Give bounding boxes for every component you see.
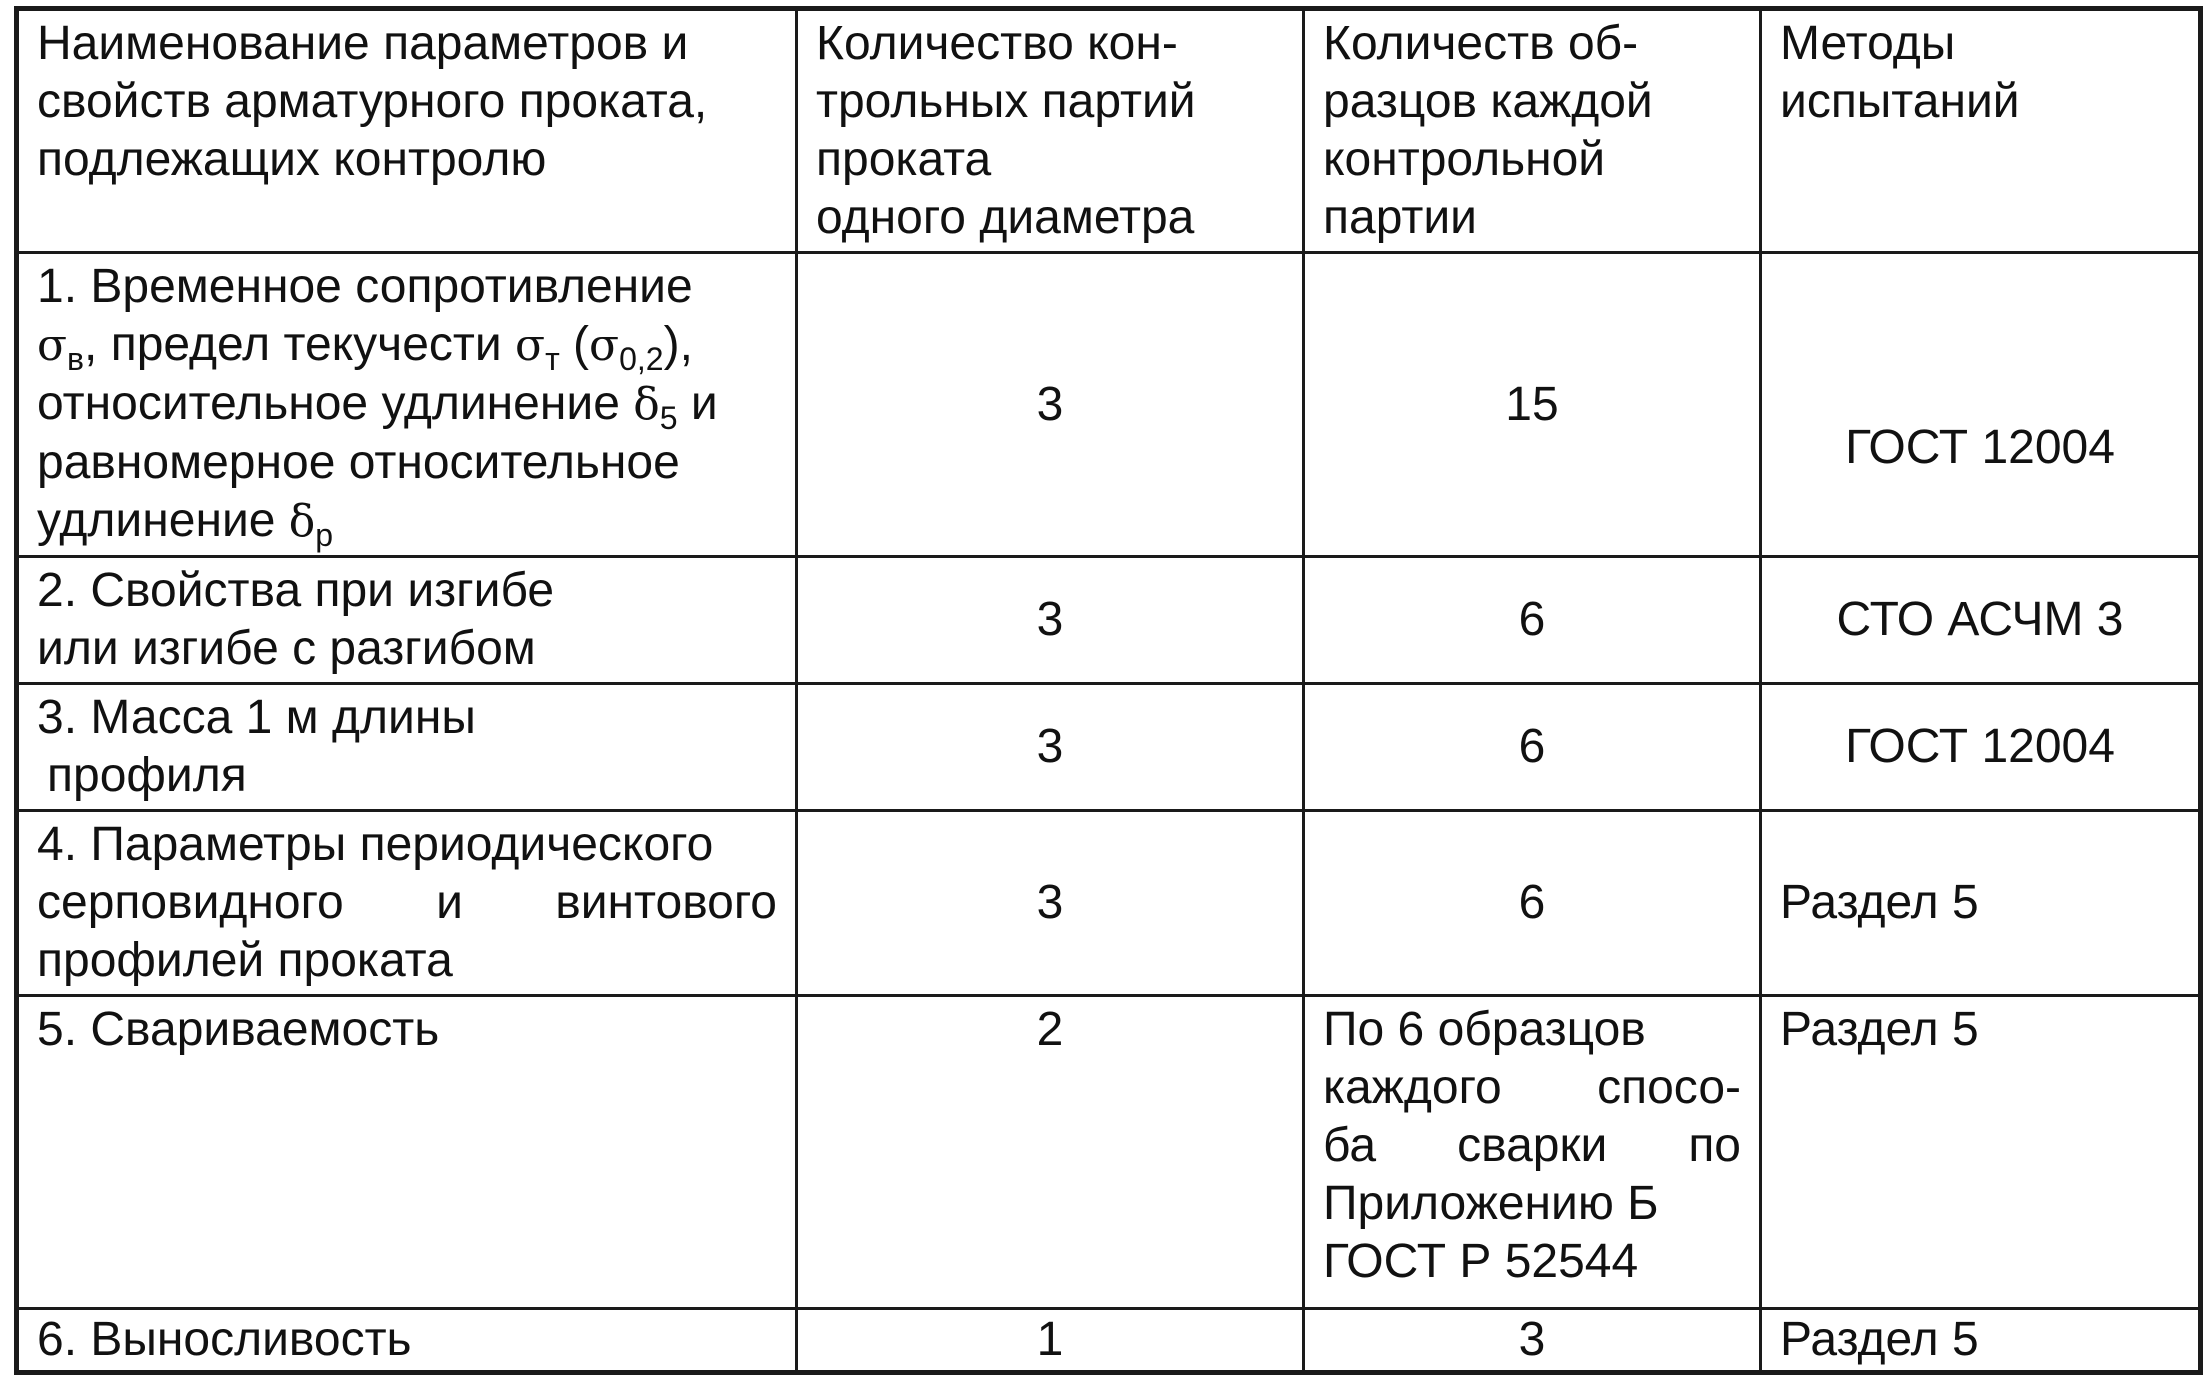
- header-text-line: Наименование параметров и: [37, 17, 689, 70]
- parameter-text-line: 4. Параметры периодического: [37, 818, 714, 871]
- parameter-text-line: [37, 316, 777, 375]
- samples-text-line: По 6 образцов: [1323, 1003, 1646, 1056]
- subscript: в: [67, 341, 85, 377]
- batches-cell: 3: [797, 811, 1304, 996]
- parameter-text-line: равномерное относительное: [37, 436, 680, 489]
- table-row: [17, 811, 2201, 996]
- samples-cell: [1304, 996, 1761, 1309]
- delta-symbol: δ: [288, 496, 316, 547]
- header-text-line: контрольной: [1323, 133, 1606, 186]
- parameter-cell: [17, 557, 797, 684]
- samples-text-line: каждого спосо-: [1323, 1061, 1741, 1114]
- header-text-line: свойств арматурного проката,: [37, 75, 708, 128]
- method-cell: ГОСТ 12004: [1761, 684, 2201, 811]
- header-text-line: Методы: [1780, 17, 1956, 70]
- samples-cell: 6: [1304, 684, 1761, 811]
- parameter-cell: [17, 1309, 797, 1373]
- header-text-line: испытаний: [1780, 75, 2020, 128]
- header-text-line: проката: [816, 133, 992, 186]
- samples-text-line: ба сварки по: [1323, 1119, 1741, 1172]
- subscript: т: [545, 341, 560, 377]
- parameter-cell: [17, 811, 797, 996]
- table-row: [17, 996, 2201, 1309]
- sigma-symbol: σ: [589, 320, 620, 371]
- parameter-text: относительное удлинение: [37, 377, 634, 430]
- sigma-symbol: σ: [515, 320, 546, 371]
- parameter-text-line: 2. Свойства при изгибе: [37, 564, 555, 617]
- parameter-text-line: [37, 492, 777, 551]
- header-text-line: Количеств об-: [1323, 17, 1639, 70]
- header-text-line: разцов каждой: [1323, 75, 1653, 128]
- parameter-text-line: 6. Выносливость: [37, 1313, 412, 1366]
- header-text-line: одного диаметра: [816, 191, 1195, 244]
- header-text-line: Количество кон-: [816, 17, 1178, 70]
- parameter-text: (: [559, 318, 590, 371]
- samples-cell: 3: [1304, 1309, 1761, 1373]
- header-text-line: партии: [1323, 191, 1477, 244]
- parameter-text-line: 5. Свариваемость: [37, 1003, 440, 1056]
- samples-cell: 15: [1304, 253, 1761, 557]
- parameter-text-line: [37, 375, 777, 434]
- header-samples: [1304, 9, 1761, 253]
- parameter-text-line: профиля: [47, 749, 247, 802]
- delta-symbol: δ: [633, 379, 660, 430]
- parameter-cell: [17, 253, 797, 557]
- header-methods: [1761, 9, 2201, 253]
- batches-cell: 1: [797, 1309, 1304, 1373]
- method-cell: Раздел 5: [1761, 996, 2201, 1309]
- sigma-symbol: σ: [37, 320, 68, 371]
- parameter-cell: [17, 684, 797, 811]
- parameter-text: и: [677, 377, 718, 430]
- batches-cell: 3: [797, 253, 1304, 557]
- header-parameters: [17, 9, 797, 253]
- header-batches: [797, 9, 1304, 253]
- samples-cell: 6: [1304, 557, 1761, 684]
- header-text-line: трольных партий: [816, 75, 1196, 128]
- rebar-control-table: [14, 6, 2203, 1375]
- parameter-text-line: 1. Временное сопротивление: [37, 260, 693, 313]
- parameter-text: удлинение: [37, 494, 289, 547]
- parameter-text-line: серповидного и винтового: [37, 876, 777, 929]
- parameter-cell: [17, 996, 797, 1309]
- method-cell: Раздел 5: [1761, 811, 2201, 996]
- samples-text-line: Приложению Б: [1323, 1177, 1659, 1230]
- table-row: [17, 684, 2201, 811]
- batches-cell: 3: [797, 557, 1304, 684]
- batches-cell: 2: [797, 996, 1304, 1309]
- table-row: [17, 1309, 2201, 1373]
- subscript: 5: [659, 400, 678, 436]
- parameter-text-line: или изгибе с разгибом: [37, 622, 536, 675]
- table-row: [17, 253, 2201, 557]
- table-row: [17, 557, 2201, 684]
- batches-cell: 3: [797, 684, 1304, 811]
- samples-cell: 6: [1304, 811, 1761, 996]
- method-cell: Раздел 5: [1761, 1309, 2201, 1373]
- parameter-text: , предел текучести: [84, 318, 516, 371]
- subscript: р: [315, 517, 334, 553]
- subscript: 0,2: [619, 341, 664, 377]
- method-cell: ГОСТ 12004: [1761, 253, 2201, 557]
- table-header-row: [17, 9, 2201, 253]
- method-cell: СТО АСЧМ 3: [1761, 557, 2201, 684]
- samples-text-line: ГОСТ Р 52544: [1323, 1235, 1639, 1288]
- parameter-text-line: 3. Масса 1 м длины: [37, 691, 476, 744]
- header-text-line: подлежащих контролю: [37, 133, 547, 186]
- parameter-text: ),: [663, 318, 693, 371]
- parameter-text-line: профилей проката: [37, 934, 453, 987]
